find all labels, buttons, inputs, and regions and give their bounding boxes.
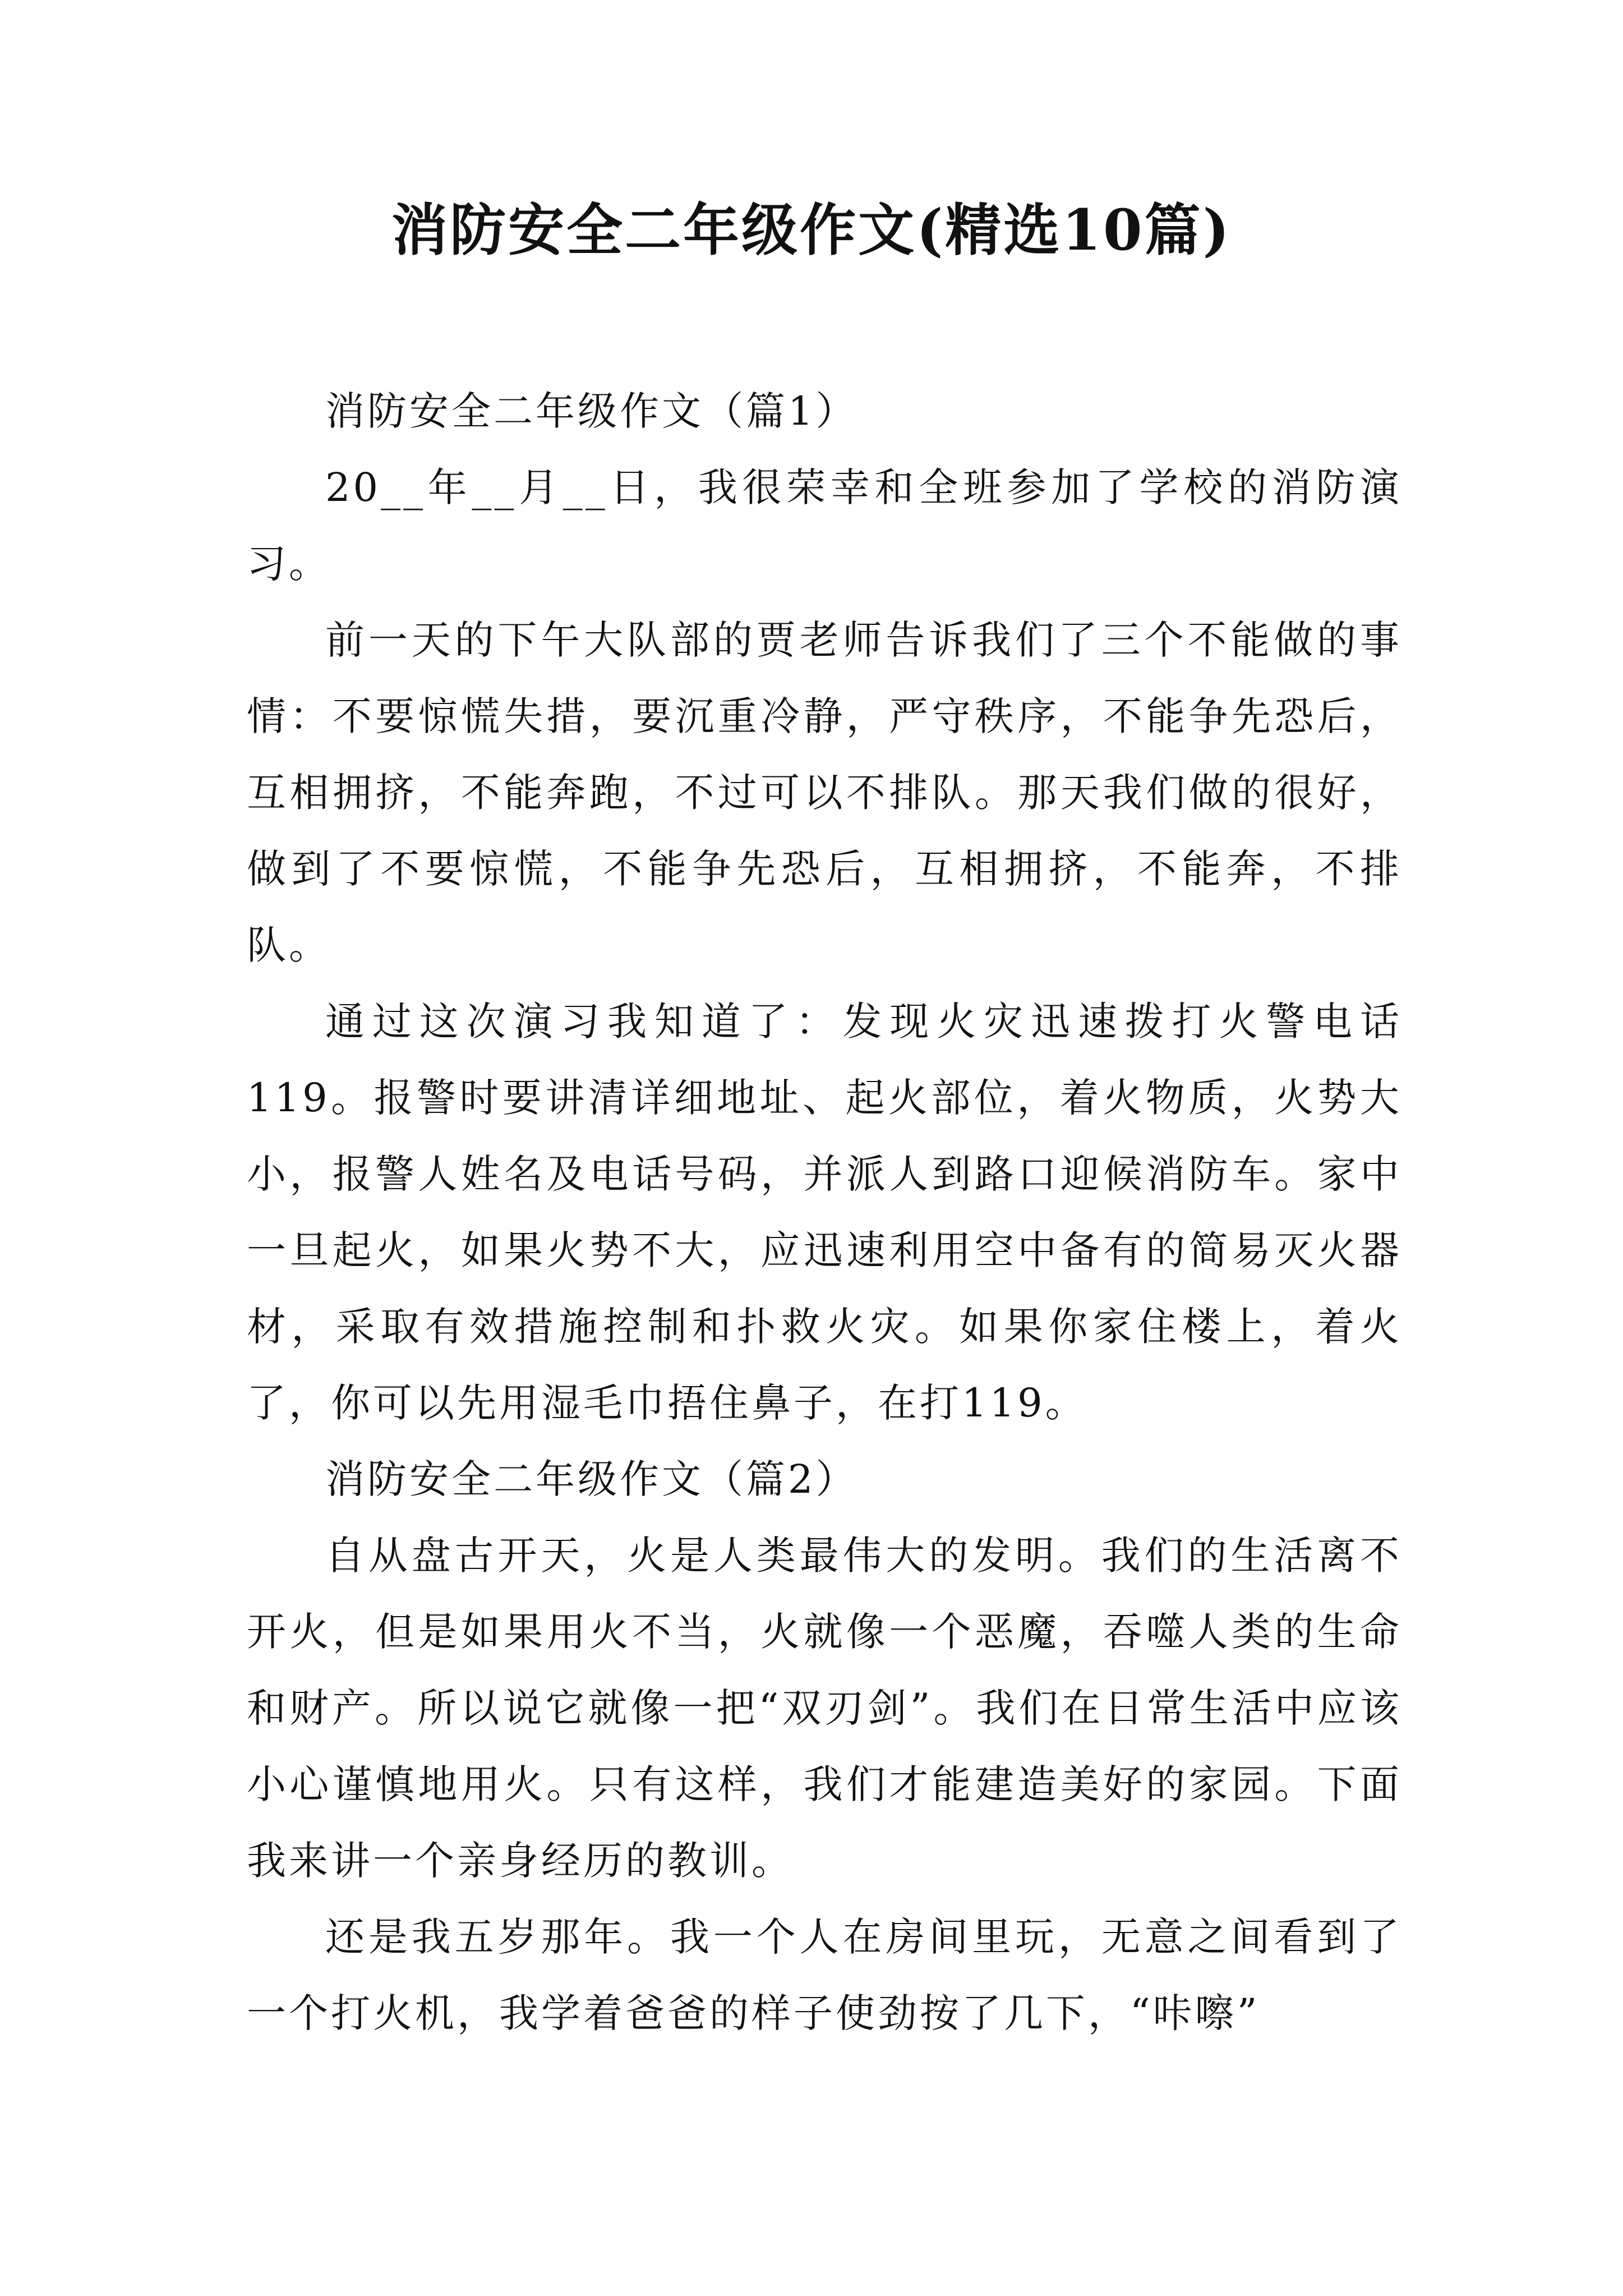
- document-title: 消防安全二年级作文(精选10篇): [391, 197, 1232, 263]
- paragraph: 通过这次演习我知道了：发现火灾迅速拨打火警电话119。报警时要讲清详细地址、起火部位，着火物质，火势大小，报警人姓名及电话号码，并派人到路口迎候消防车。家中一旦起火，如果火势不大，应迅速利用空中备有的简易灭火器材，采取有效措施控制和扑救火灾。如果你家住楼上，着火了，你可以先用湿毛巾捂住鼻子，在打119。: [247, 999, 1402, 1426]
- document-body: [247, 373, 1402, 2051]
- paragraph: 前一天的下午大队部的贾老师告诉我们了三个不能做的事情：不要惊慌失措，要沉重冷静，严守秩序，不能争先恐后，互相拥挤，不能奔跑，不过可以不排队。那天我们做的很好，做到了不要惊慌，不能争先恐后，互相拥挤，不能奔，不排队。: [247, 617, 1402, 968]
- essay-heading-1: 消防安全二年级作文（篇1）: [325, 388, 858, 434]
- paragraph: 自从盘古开天，火是人类最伟大的发明。我们的生活离不开火，但是如果用火不当，火就像一个恶魔，吞噬人类的生命和财产。所以说它就像一把“双刃剑”。我们在日常生活中应该小心谨慎地用火。只有这样，我们才能建造美好的家园。下面我来讲一个亲身经历的教训。: [247, 1533, 1402, 1884]
- essay-heading-2: 消防安全二年级作文（篇2）: [325, 1456, 858, 1502]
- paragraph: 20__年__月__日，我很荣幸和全班参加了学校的消防演习。: [247, 464, 1402, 587]
- paragraph: 还是我五岁那年。我一个人在房间里玩，无意之间看到了一个打火机，我学着爸爸的样子使劲按了几下，“咔嚓”: [247, 1914, 1402, 2036]
